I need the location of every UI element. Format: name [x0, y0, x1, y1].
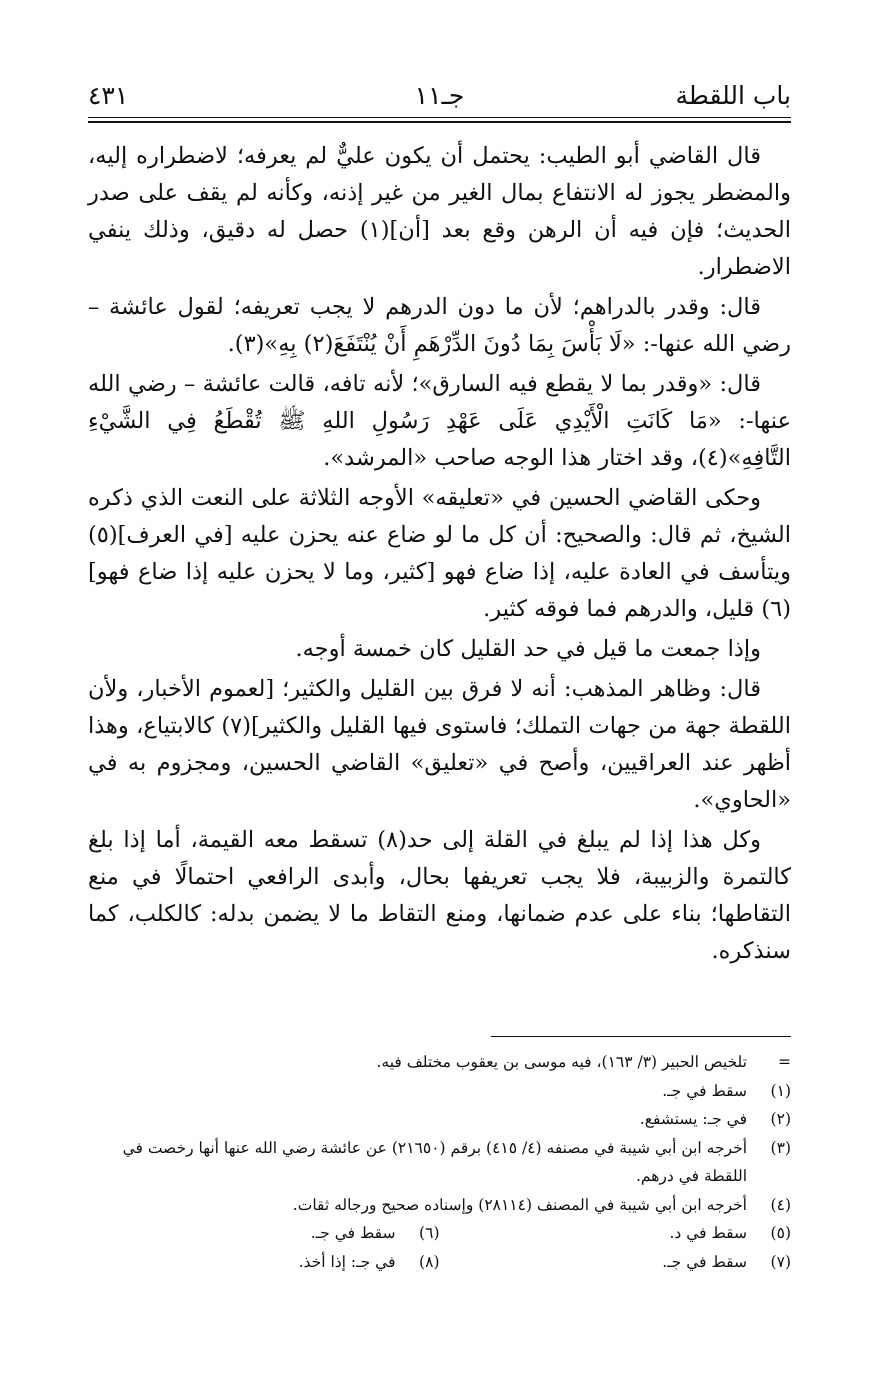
footnotes [88, 1048, 791, 1276]
footnote-7 [440, 1248, 792, 1277]
paragraph: قال القاضي أبو الطيب: يحتمل أن يكون عليٌّ لم يعرفه؛ لاضطراره إليه، والمضطر يجوز له الانتفاع بمال الغير من غير إذنه، وكأنه لم يقف على صدر الحديث؛ فإن فيه أن الرهن وقع بعد [أن](١) حصل له دقيق، وذلك ينفي الاضطرار. [88, 143, 791, 280]
paragraph: قال: وظاهر المذهب: أنه لا فرق بين القليل والكثير؛ [لعموم الأخبار، ولأن اللقطة جهة من جهات التملك؛ فاستوى فيها القليل والكثير](٧) كالابتياع، وهذا أظهر عند العراقيين، وأصح في «تعليق» القاضي الحسين، ومجزوم به في «الحاوي». [88, 676, 791, 813]
chapter-title: باب اللقطة [675, 81, 791, 110]
footnote-number: (١) [770, 1081, 791, 1100]
page-number: ٤٣١ [88, 81, 129, 110]
header-rule-thin [88, 117, 791, 118]
footnote-4 [88, 1191, 791, 1220]
footnote-text: أخرجه ابن أبي شيبة في المصنف (٢٨١١٤) وإسناده صحيح ورجاله ثقات. [292, 1195, 747, 1214]
header-rule-thick [88, 121, 791, 123]
footnote-text: سقط في جـ. [662, 1081, 747, 1100]
footnote-number: (٨) [419, 1252, 440, 1271]
volume-label: جـ١١ [414, 81, 465, 110]
footnote-number: (٢) [770, 1110, 791, 1128]
footnote-number: (٦) [419, 1224, 440, 1242]
footnote-number: (٧) [770, 1252, 791, 1271]
paragraph: قال: «وقدر بما لا يقطع فيه السارق»؛ لأنه تافه، قالت عائشة – رضي الله عنها-: «مَا كَانَتِ الْأَيْدِي عَلَى عَهْدِ رَسُولِ اللهِ ﷺ تُقْطَعُ فِي الشَّيْءِ التَّافِهِ»(٤)، وقد اختار هذا الوجه صاحب «المرشد». [88, 371, 791, 471]
paragraph: قال: وقدر بالدراهم؛ لأن ما دون الدرهم لا يجب تعريفه؛ لقول عائشة – رضي الله عنها-: «لَا بَأْسَ بِمَا دُونَ الدِّرْهَمِ أَنْ يُنْتَفَعَ(٢) بِهِ»(٣). [88, 294, 791, 357]
footnote-text: تلخيص الحبير (٣/ ١٦٣)، فيه موسى بن يعقوب مختلف فيه. [376, 1053, 747, 1071]
footnote-rule [491, 1036, 791, 1037]
footnote-6 [88, 1219, 440, 1248]
footnote-number: (٤) [770, 1195, 791, 1214]
footnote-2 [88, 1105, 791, 1134]
footnote-3 [88, 1134, 791, 1191]
footnote-text: سقط في جـ. [310, 1224, 396, 1242]
footnote-number: (٥) [770, 1224, 791, 1242]
footnote-text: سقط في د. [669, 1224, 747, 1242]
footnote-text: سقط في جـ. [662, 1252, 747, 1271]
footnote-text: في جـ: إذا أخذ. [298, 1252, 396, 1271]
footnote-8 [88, 1248, 440, 1277]
footnote-5 [440, 1219, 792, 1248]
footnote-number: = [778, 1053, 791, 1071]
paragraph: وحكى القاضي الحسين في «تعليقه» الأوجه الثلاثة على النعت الذي ذكره الشيخ، ثم قال: والصحيح: أن كل ما لو ضاع عنه يحزن عليه [في العرف](٥) ويتأسف في العادة عليه، إذا ضاع فهو [كثير، وما لا يحزن عليه إذا ضاع فهو](٦) قليل، والدرهم فما فوقه كثير. [88, 485, 791, 622]
footnote-1 [88, 1077, 791, 1106]
paragraph: وإذا جمعت ما قيل في حد القليل كان خمسة أوجه. [295, 636, 761, 662]
footnote-text: أخرجه ابن أبي شيبة في مصنفه (٤/ ٤١٥) برقم (٢١٦٥٠) عن عائشة رضي الله عنها أنها رخصت في اللقطة في درهم. [122, 1138, 747, 1185]
footnote-row [88, 1248, 791, 1277]
footnote-row [88, 1219, 791, 1248]
footnote-text: في جـ: يستشفع. [639, 1110, 747, 1128]
footnote-number: (٣) [770, 1138, 791, 1157]
paragraph: وكل هذا إذا لم يبلغ في القلة إلى حد(٨) تسقط معه القيمة، أما إذا بلغ كالتمرة والزبيبة، فلا يجب تعريفها بحال، وأبدى الرافعي احتمالًا في منع التقاطها؛ بناء على عدم ضمانها، ومنع التقاط ما لا يضمن بدله: كالكلب، كما سنذكره. [88, 827, 791, 964]
running-header [88, 78, 791, 114]
footnote-continued [88, 1048, 791, 1077]
main-text [88, 138, 791, 973]
